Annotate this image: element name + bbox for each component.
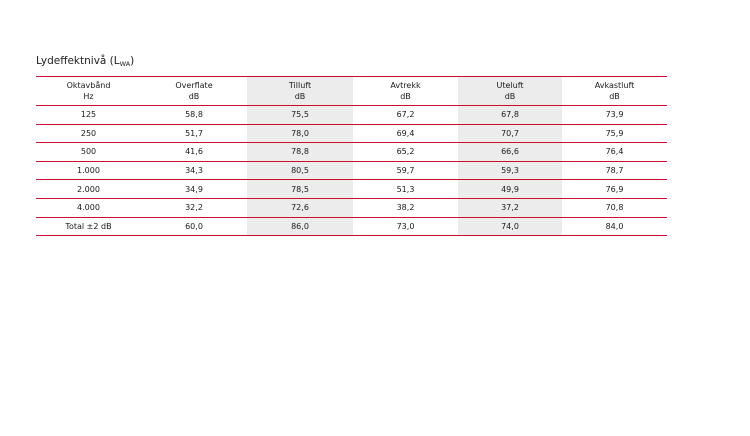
cell-total-label: Total ±2 dB: [65, 221, 112, 231]
cell-value: 34,9: [185, 184, 203, 194]
header-avtrekk: [353, 77, 458, 105]
table-total-row: [36, 218, 667, 237]
cell-value: 67,8: [458, 106, 562, 124]
cell-value: 51,3: [396, 184, 415, 194]
cell-band: 250: [80, 128, 97, 138]
header-overflate: [141, 77, 247, 105]
header-label: Avkastluft: [594, 81, 635, 90]
header-unit: dB: [609, 92, 620, 101]
cell-value: 58,8: [185, 110, 203, 120]
table-row: [36, 106, 667, 125]
cell-value: 78,0: [247, 125, 353, 143]
cell-band: 125: [80, 110, 97, 120]
cell-value: 34,3: [185, 166, 203, 176]
cell-band: 2.000: [77, 184, 100, 194]
header-unit: Hz: [83, 92, 94, 101]
header-unit: dB: [504, 92, 516, 101]
sound-power-table: [36, 76, 667, 236]
cell-value: 60,0: [185, 221, 203, 231]
cell-value: 78,5: [247, 180, 353, 198]
header-label: Tilluft: [288, 81, 312, 90]
cell-band: 4.000: [77, 203, 100, 213]
table-row: [36, 180, 667, 199]
cell-value: 74,0: [458, 218, 562, 236]
cell-value: 49,9: [458, 180, 562, 198]
table-title: [36, 55, 134, 68]
header-label: Avtrekk: [390, 81, 421, 90]
cell-value: 78,8: [247, 143, 353, 161]
cell-value: 72,6: [247, 199, 353, 217]
title-text: Lydeffektnivå (L: [36, 55, 120, 67]
cell-value: 75,5: [247, 106, 353, 124]
header-unit: dB: [188, 92, 200, 101]
table-row: [36, 199, 667, 218]
cell-value: 69,4: [396, 128, 415, 138]
header-avkastluft: [562, 77, 667, 105]
cell-value: 70,8: [605, 203, 624, 213]
header-label: Uteluft: [496, 81, 524, 90]
header-label: Oktavbånd: [66, 81, 111, 90]
cell-band: 1.000: [77, 166, 100, 176]
cell-value: 59,7: [396, 166, 415, 176]
header-unit: dB: [400, 92, 411, 101]
cell-value: 67,2: [396, 110, 415, 120]
table-row: [36, 162, 667, 181]
cell-value: 41,6: [185, 147, 203, 157]
table-row: [36, 143, 667, 162]
cell-value: 86,0: [247, 218, 353, 236]
cell-value: 32,2: [185, 203, 203, 213]
cell-value: 84,0: [605, 221, 624, 231]
cell-value: 70,7: [458, 125, 562, 143]
title-close-paren: ): [130, 55, 135, 67]
cell-value: 78,7: [605, 166, 624, 176]
cell-value: 66,6: [458, 143, 562, 161]
table-row: [36, 125, 667, 144]
cell-value: 76,4: [605, 147, 624, 157]
cell-value: 65,2: [396, 147, 415, 157]
cell-value: 51,7: [185, 128, 203, 138]
header-label: Overflate: [175, 81, 213, 90]
cell-value: 73,0: [396, 221, 415, 231]
header-uteluft: [458, 77, 562, 105]
title-subscript: WA: [119, 60, 131, 68]
cell-value: 75,9: [605, 128, 624, 138]
cell-band: 500: [80, 147, 97, 157]
header-unit: dB: [294, 92, 306, 101]
header-tilluft: [247, 77, 353, 105]
cell-value: 37,2: [458, 199, 562, 217]
table-header-row: [36, 77, 667, 106]
cell-value: 38,2: [396, 203, 415, 213]
cell-value: 59,3: [458, 162, 562, 180]
cell-value: 76,9: [605, 184, 624, 194]
cell-value: 73,9: [605, 110, 624, 120]
cell-value: 80,5: [247, 162, 353, 180]
header-octave-band: [36, 77, 141, 105]
